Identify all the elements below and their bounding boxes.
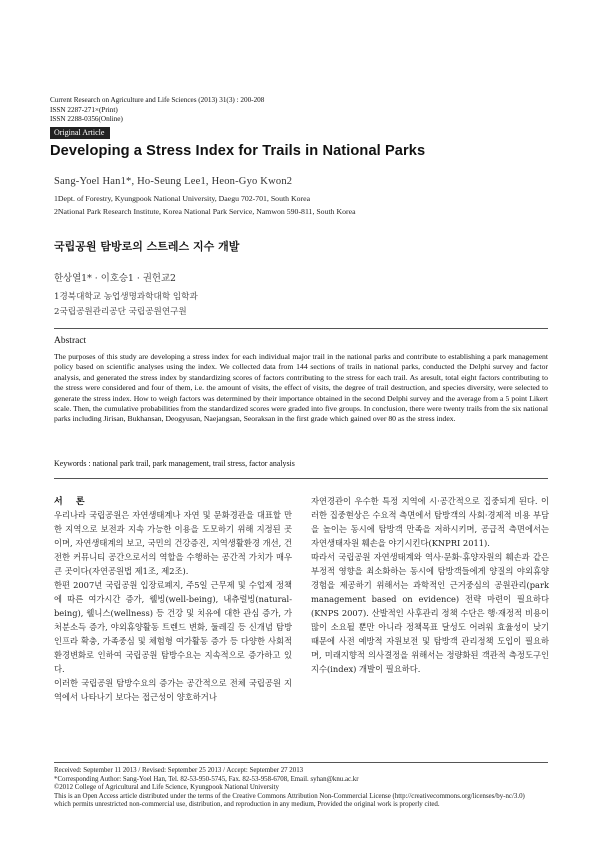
copyright: ©2012 College of Agricultural and Life Science, Kyungpook National University	[54, 784, 279, 792]
journal-header	[50, 96, 264, 125]
footer-notes	[54, 767, 548, 810]
paragraph: 한편 2007년 국립공원 입장료폐지, 주5일 근무제 및 수업제 정책에 따른 여가시간 증가, 웰빙(well-being), 내츄럴빙(natural-being), 웰니스(wellness) 등 건강 및 치유에 대한 관심 증가, 가처분소득 증가, 야외휴양활동 트렌드 변화, 둘레길 등 신개념 탐방인프라 확충, 가족중심 및 체험형 여가활동 증가 등 다양한 사회적 환경변화로 인하여 국립공원 탐방수요는 지속적으로 증가하고 있다.	[54, 580, 292, 674]
paragraph: 자연경관이 우수한 특정 지역에 시·공간적으로 집중되게 된다. 이러한 집중현상은 수요적 측면에서 탐방객의 사회·경제적 비용 부담을 높이는 동시에 탐방객 만족을 저하시키며, 공급적 측면에서는 자연생태자원 훼손을 야기시킨다(KNPRI 2011).	[311, 496, 549, 548]
paragraph: 이러한 국립공원 탐방수요의 증가는 공간적으로 전체 국립공원 지역에서 나타나기 보다는 접근성이 양호하거나	[54, 678, 292, 702]
keywords: Keywords : national park trail, park management, trail stress, factor analysis	[54, 459, 295, 468]
author-list: Sang-Yoel Han1*, Ho-Seung Lee1, Heon-Gyo Kwon2	[54, 176, 293, 187]
paper-title: Developing a Stress Index for Trails in National Parks	[50, 143, 426, 159]
korean-affiliation-1: 1경북대학교 농업생명과학대학 임학과	[54, 292, 198, 302]
issn-online: ISSN 2288-0356(Online)	[50, 115, 123, 124]
paragraph: 우리나라 국립공원은 자연생태계나 자연 및 문화경관을 대표할 만한 지역으로 보전과 지속 가능한 이용을 도모하기 위해 지정된 곳이며, 자연생태계의 보고, 국민의 건강증진, 지역생활환경 개선, 건전한 커뮤니티 공간으로서의 역할을 수행하는 공간적 가치가 매우 큰 곳이다(자연공원법 제1조, 제2조).	[54, 510, 292, 576]
affiliation-1: 1Dept. of Forestry, Kyungpook National University, Daegu 702-701, South Korea	[54, 194, 311, 203]
korean-authors: 한상열1* · 이호승1 · 권헌교2	[54, 273, 176, 284]
footer-divider	[54, 762, 548, 763]
divider	[54, 478, 548, 479]
divider	[54, 328, 548, 329]
license-line: This is an Open Access article distributed under the terms of the Creative Commons Attribution Non-Commercial License (http://creativecommons.org/licenses/by-nc/3.0)	[54, 792, 525, 800]
korean-affiliation-2: 2국립공원관리공단 국립공원연구원	[54, 307, 187, 317]
abstract-heading: Abstract	[54, 336, 87, 346]
paragraph: 따라서 국립공원 자연생태계와 역사·문화·휴양자원의 훼손과 같은 부정적 영향을 최소화하는 동시에 탐방객들에게 양질의 야외휴양경험을 제공하기 위해서는 과학적인 근거중심의 공원관리(park management based on evidence) 전략 마련이 필요하다(KNPS 2007). 산발적인 사후관리 정책 수단은 행·재정적 비용이 많이 소요될 뿐만 아니라 정책목표 달성도 어려워 효율성이 낮기 때문에 사전 예방적 자원보전 및 탐방객 관리정책 도입이 필요하며, 미래지향적 의사결정을 위해서는 정량화된 객관적 측정도구인 지수(index) 개발이 필요하다.	[311, 552, 549, 674]
issn-print: ISSN 2287-271×(Print)	[50, 105, 118, 114]
license-line: which permits unrestricted non-commercial use, distribution, and reproduction in any medium, Provided the original work is properly cited.	[54, 801, 440, 809]
journal-citation: Current Research on Agriculture and Life Sciences (2013) 31(3) : 200-208	[50, 96, 265, 104]
corresponding-author: *Corresponding Author: Sang-Yoel Han, Tel. 82-53-950-5745, Fax. 82-53-958-6708, Email. syhan@knu.ac.kr	[54, 775, 359, 783]
section-heading: 서 론	[54, 497, 90, 507]
right-column	[311, 494, 549, 676]
korean-title: 국립공원 탐방로의 스트레스 지수 개발	[54, 240, 240, 253]
affiliation-2: 2National Park Research Institute, Korea National Park Service, Namwon 590-811, South Korea	[54, 207, 356, 216]
article-type-badge: Original Article	[50, 127, 110, 139]
received-dates: Received: September 11 2013 / Revised: September 25 2013 / Accept: September 27 2013	[54, 767, 304, 774]
abstract-text: The purposes of this study are developing a stress index for each individual major trail in the national parks and contribute to establishing a park management policy based on scientific analyses using the index. We collected data from 144 sections of trails in national parks, conducted the Delphi survey and factor analysis, and generated the stress index by standardizing scores of factors contributing to the stress for each trail. As aresult, total eight factors contributing to the stress were considered and four of them, i.e. the amount of visits, the effect of visits, the degree of trail destruction, and species diversity, were selected to generate the stress index. How to weigh factors was determined by their importance obtained in the second Delphi survey and the average from a 5 point Likert scale. Then, the cumulative probabilities from the standardized scores were graded into five groups. In conclusion, there were twenty trails from the six national parks including Jirisan, Bukhansan, Deogyusan, Naejangsan, Seoraksan in the first grade which gained over 80 as the stress index.	[54, 352, 548, 424]
left-column	[54, 508, 292, 704]
